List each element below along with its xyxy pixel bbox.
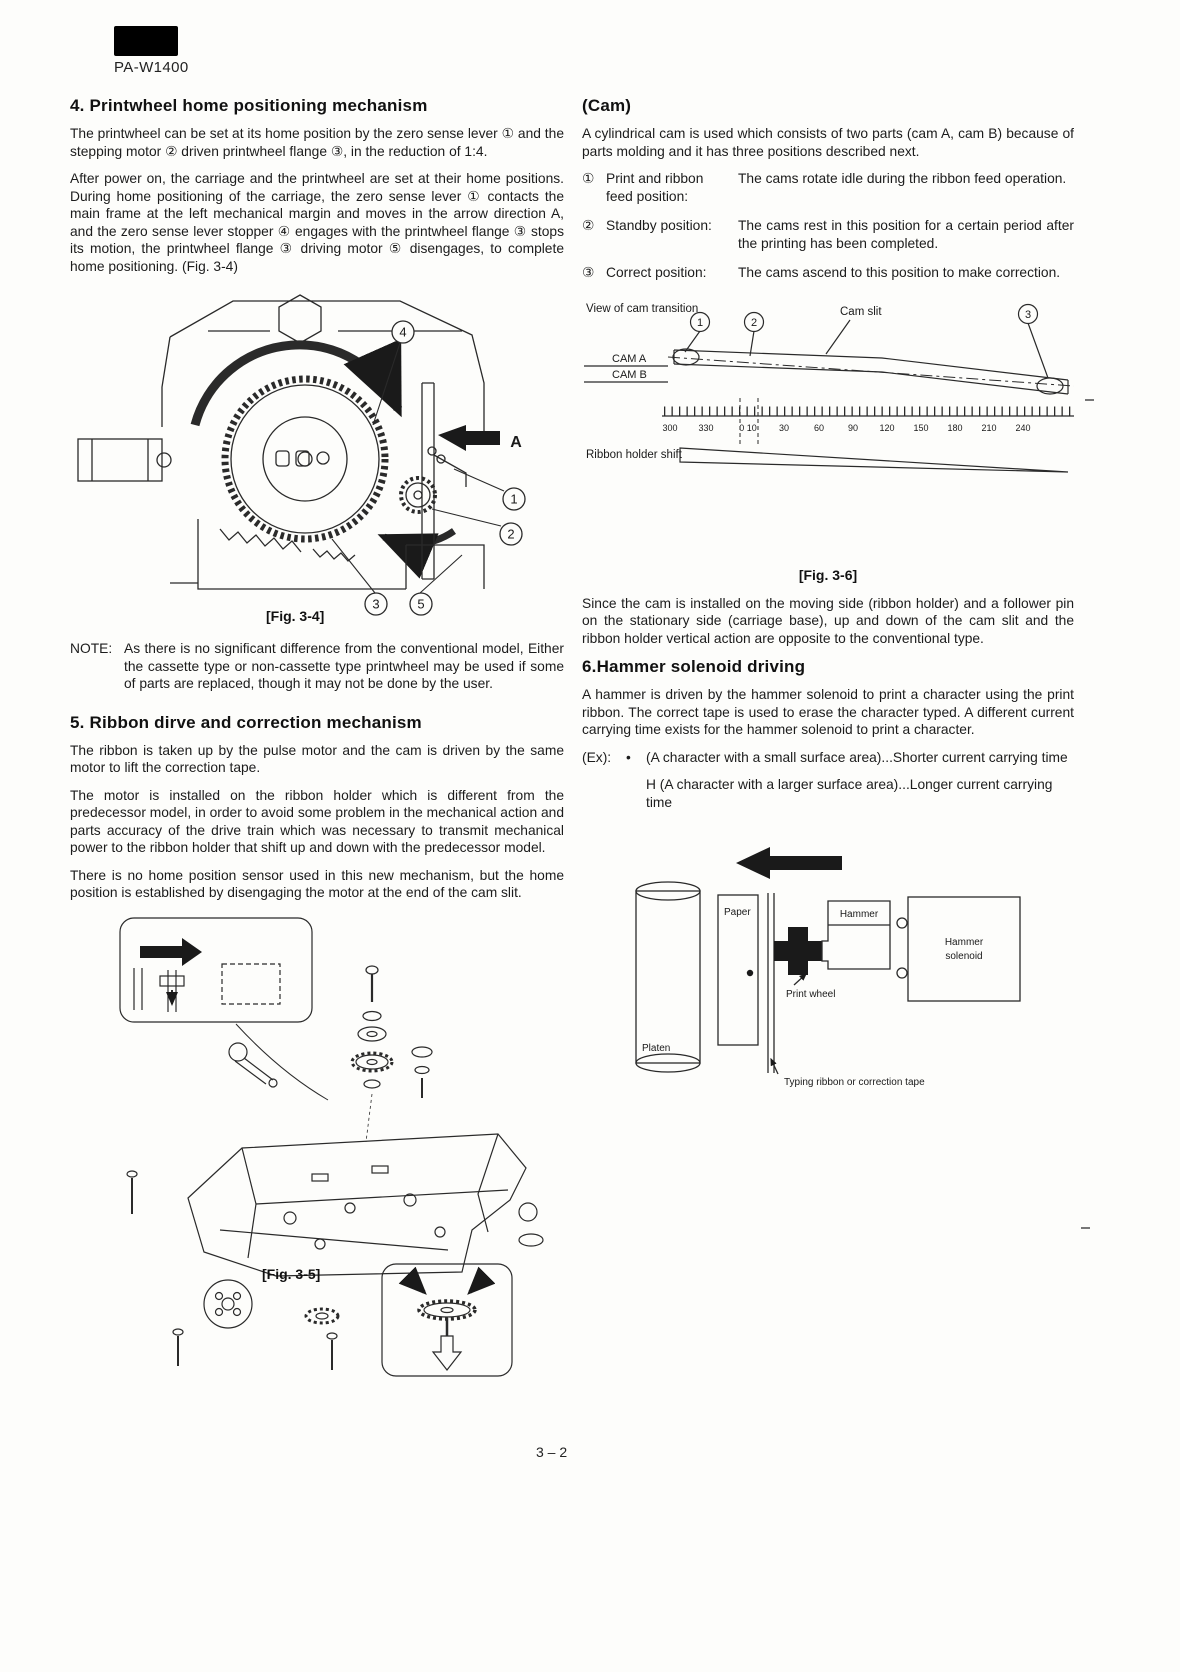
callout-4-label: 4 [399, 324, 407, 340]
cam-angle-ruler [662, 398, 1074, 444]
ribbon-lines [768, 893, 774, 1073]
hammer-solenoid-label-1: Hammer [944, 937, 984, 949]
callout-2-label: 2 [507, 526, 515, 542]
example-label: (Ex): [582, 749, 612, 765]
scale-tick-label: 120 [879, 422, 895, 433]
cam-b-label: CAM B [612, 368, 647, 381]
scale-tick-label: 180 [947, 422, 963, 433]
base-plate [188, 1134, 526, 1276]
callout-1-label: 1 [510, 491, 518, 507]
cam-position-item [582, 264, 1074, 282]
cam-item-term: Correct position: [606, 265, 707, 281]
example-bullet: • [626, 749, 631, 765]
scale-tick-label: 210 [981, 422, 997, 433]
hammer-solenoid-figure [628, 845, 1074, 1115]
page-number: 3 – 2 [536, 1444, 568, 1460]
callout-2-label: 2 [750, 316, 758, 329]
figure-3-5 [70, 912, 564, 1387]
cam-position-item [582, 170, 1074, 205]
print-wheel-leader [794, 974, 806, 985]
scale-tick-label: 60 [813, 422, 825, 433]
housing-outline [170, 301, 484, 437]
callout-leaders [332, 343, 504, 593]
figure-3-4 [70, 287, 564, 632]
right-column [582, 96, 1074, 1115]
example-item-2: H (A character with a larger surface area)...Longer current carrying time [646, 777, 1053, 810]
cam-a-label: CAM A [612, 352, 647, 365]
carriage-motor [78, 439, 171, 481]
cam-intro-paragraph: A cylindrical cam is used which consists of two parts (cam A, cam B) because of parts molding and it has three positions described next. [582, 126, 1074, 159]
section6-paragraph-1: A hammer is driven by the hammer solenoid to print a character using the print ribbon. The correct tape is used to erase the character typed. A different current carrying time exists for the hammer solenoid to print a character. [582, 687, 1074, 738]
cam-item-number: ① [582, 171, 595, 187]
cam-after-figure-paragraph: Since the cam is installed on the moving side (ribbon holder) and a follower pin on the stationary side (carriage base), up and down of the cam slit and the ribbon holder vertical action are opposite to the conventional type. [582, 595, 1074, 646]
pulse-motor [204, 1280, 252, 1328]
cam-slit-shape [668, 349, 1074, 394]
example-item-1: (A character with a small surface area)...Shorter current carrying time [646, 749, 1068, 765]
section6-heading: 6.Hammer solenoid driving [582, 657, 806, 677]
section4-paragraph-1: The printwheel can be set at its home position by the zero sense lever ① and the stepping motor ② driven printwheel flange ③, in the reduction of 1:4. [70, 126, 564, 159]
arrow-a-label: A [510, 434, 522, 452]
paper-label: Paper [724, 907, 751, 919]
cam-item-number: ② [582, 218, 595, 234]
cam-slit-label: Cam slit [840, 305, 882, 318]
cam-angle-scale-labels [662, 423, 1030, 433]
section5-paragraph-2: The motor is installed on the ribbon holder which is different from the predecessor model, in order to avoid some problem in the mechanical action and parts accuracy of the drive train which was necessary to transmit mechanical power to the ribbon holder that shift up and down with the predecessor model. [70, 787, 564, 856]
printwheel-gear [225, 379, 385, 539]
parts-stack [352, 966, 432, 1142]
figure-3-4-caption: [Fig. 3-4] [266, 608, 325, 625]
cam-item-description: The cams ascend to this position to make correction. [738, 265, 1061, 281]
note-label: NOTE: [70, 641, 113, 657]
section5-paragraph-3: There is no home position sensor used in this new mechanism, but the home position is established by disengaging the motor at the end of the cam slit. [70, 867, 564, 901]
figure-3-5-caption: [Fig. 3-5] [262, 1265, 321, 1282]
note-block [70, 640, 564, 693]
cam-item-number: ③ [582, 265, 595, 281]
example-block [582, 749, 1074, 822]
ribbon-holder-shift-label: Ribbon holder shift [586, 448, 682, 461]
scale-tick-label: 240 [1015, 422, 1031, 433]
scan-artifact [1081, 1227, 1090, 1229]
scale-tick-label: 330 [698, 422, 714, 433]
frame-base [198, 519, 484, 589]
figure-3-6 [582, 298, 1074, 583]
hammer-solenoid-diagram [628, 845, 1038, 1110]
hammer-label: Hammer [839, 909, 879, 921]
scan-artifact [1085, 399, 1094, 401]
callout-5-label: 5 [417, 596, 425, 612]
section4-heading: 4. Printwheel home positioning mechanism [70, 96, 428, 115]
scale-tick-label: 30 [778, 422, 790, 433]
lever-part [229, 1043, 277, 1087]
view-of-cam-transition-label: View of cam transition [586, 302, 699, 315]
right-small-parts [519, 1203, 543, 1246]
cam-transition-diagram [582, 298, 1074, 550]
scale-tick-label: 150 [913, 422, 929, 433]
scale-tick-label: 0 10 [739, 422, 757, 433]
section4-paragraph-2: After power on, the carriage and the printwheel are set at their home positions. During home positioning of the carriage, the zero sense lever ① contacts the main frame at the left mechanical margin and moves in the arrow direction A, and the zero sense lever stopper ④ engages with the printwheel flange ③ stops its motion, the printwheel flange ③ driving motor ⑤ disengages, to complete home positioning. (Fig. 3-4) [70, 171, 564, 274]
print-wheel-label: Print wheel [786, 989, 836, 1001]
direction-a-arrow [428, 425, 500, 455]
cam-heading: (Cam) [582, 96, 632, 115]
cam-item-description: The cams rotate idle during the ribbon feed operation. [738, 171, 1067, 187]
print-hammer-cross [774, 927, 822, 975]
feed-direction-arrow [736, 847, 842, 879]
bottom-gear [306, 1309, 338, 1323]
note-text: As there is no significant difference from the conventional model, Either the cassette type or non-cassette type printwheel may be used if some of parts are replaced, though it may not be done by the user. [124, 641, 564, 692]
motor-pinion-gear [401, 478, 435, 512]
model-number: PA-W1400 [114, 59, 189, 76]
ribbon-shift-profile [680, 448, 1068, 472]
solenoid-body [908, 897, 1020, 1001]
ribbon-drive-exploded-drawing [70, 912, 564, 1382]
cam-item-term: Standby position: [606, 218, 712, 234]
adjust-inset [382, 1264, 512, 1376]
callout-3-label: 3 [372, 596, 380, 612]
section5-heading: 5. Ribbon dirve and correction mechanism [70, 712, 422, 732]
small-rotation-arrow [384, 531, 454, 544]
left-column [70, 96, 564, 1387]
printwheel-mechanism-drawing [70, 287, 540, 627]
figure-3-6-caption: [Fig. 3-6] [798, 566, 858, 583]
hammer-solenoid-label-2: solenoid [945, 951, 983, 963]
scale-tick-label: 90 [847, 422, 859, 433]
section5-paragraph-1: The ribbon is taken up by the pulse motor and the cam is driven by the same motor to lift the correction tape. [70, 742, 564, 776]
platen-label: Platen [642, 1043, 671, 1055]
cam-position-item [582, 217, 1074, 252]
scale-tick-label: 300 [662, 422, 678, 433]
home-position-inset [120, 918, 312, 1022]
callout-1-label: 1 [696, 316, 704, 329]
typing-ribbon-label: Typing ribbon or correction tape [784, 1077, 925, 1089]
brand-logo [114, 26, 178, 56]
brand-block [114, 26, 189, 76]
cam-item-description: The cams rest in this position for a certain period after the printing has been completed. [738, 218, 1074, 251]
cam-item-term: Print and ribbon feed position: [606, 171, 704, 204]
hex-opening [279, 295, 321, 343]
callout-3-label: 3 [1024, 308, 1032, 321]
